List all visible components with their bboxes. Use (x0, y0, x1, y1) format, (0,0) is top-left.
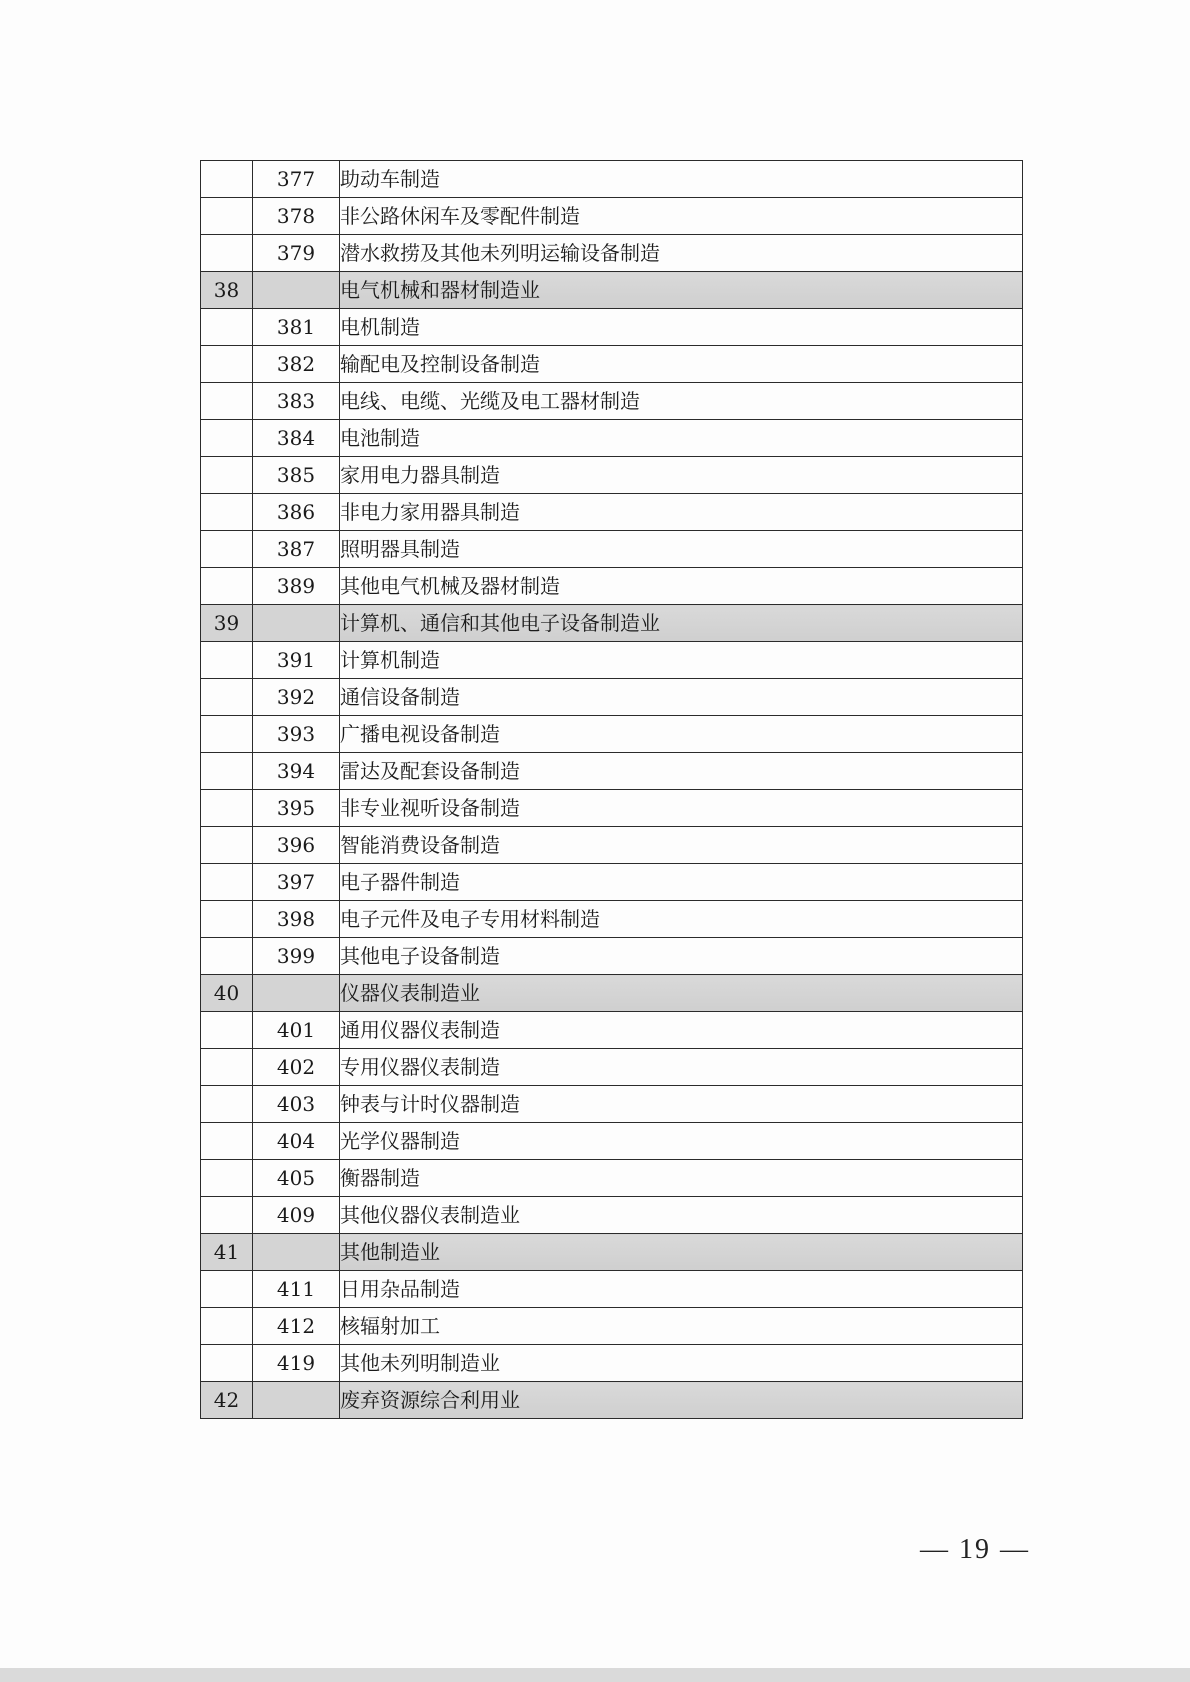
major-category-row (201, 1234, 1023, 1271)
category-name-cell: 电子元件及电子专用材料制造 (340, 901, 1023, 938)
medium-code-cell: 384 (253, 420, 340, 457)
major-category-row (201, 272, 1023, 309)
table-body (201, 161, 1023, 1419)
table-row (201, 457, 1023, 494)
major-code-cell (201, 1271, 253, 1308)
category-name-cell: 家用电力器具制造 (340, 457, 1023, 494)
table-row (201, 864, 1023, 901)
major-category-row (201, 1382, 1023, 1419)
table-row (201, 161, 1023, 198)
table-row (201, 679, 1023, 716)
major-code-cell (201, 568, 253, 605)
scan-edge (0, 1668, 1190, 1682)
table-row (201, 1160, 1023, 1197)
medium-code-cell: 411 (253, 1271, 340, 1308)
major-code-cell (201, 1197, 253, 1234)
table-row (201, 198, 1023, 235)
medium-code-cell (253, 1234, 340, 1271)
table-row (201, 383, 1023, 420)
major-code-cell (201, 1049, 253, 1086)
major-code-cell (201, 1345, 253, 1382)
medium-code-cell: 405 (253, 1160, 340, 1197)
table-row (201, 1197, 1023, 1234)
category-name-cell: 潜水救捞及其他未列明运输设备制造 (340, 235, 1023, 272)
medium-code-cell (253, 1382, 340, 1419)
table-row (201, 901, 1023, 938)
medium-code-cell: 379 (253, 235, 340, 272)
medium-code-cell: 386 (253, 494, 340, 531)
medium-code-cell: 387 (253, 531, 340, 568)
major-code-cell (201, 346, 253, 383)
table-row (201, 235, 1023, 272)
major-code-cell: 42 (201, 1382, 253, 1419)
medium-code-cell: 396 (253, 827, 340, 864)
category-name-cell: 其他电子设备制造 (340, 938, 1023, 975)
medium-code-cell: 389 (253, 568, 340, 605)
major-code-cell (201, 383, 253, 420)
category-name-cell: 电机制造 (340, 309, 1023, 346)
medium-code-cell (253, 975, 340, 1012)
major-code-cell (201, 1123, 253, 1160)
category-name-cell: 仪器仪表制造业 (340, 975, 1023, 1012)
medium-code-cell: 393 (253, 716, 340, 753)
major-code-cell (201, 309, 253, 346)
category-name-cell: 照明器具制造 (340, 531, 1023, 568)
category-name-cell: 智能消费设备制造 (340, 827, 1023, 864)
category-name-cell: 钟表与计时仪器制造 (340, 1086, 1023, 1123)
category-name-cell: 日用杂品制造 (340, 1271, 1023, 1308)
category-name-cell: 废弃资源综合利用业 (340, 1382, 1023, 1419)
major-code-cell: 38 (201, 272, 253, 309)
category-name-cell: 其他仪器仪表制造业 (340, 1197, 1023, 1234)
medium-code-cell: 381 (253, 309, 340, 346)
category-name-cell: 其他电气机械及器材制造 (340, 568, 1023, 605)
medium-code-cell (253, 272, 340, 309)
medium-code-cell: 378 (253, 198, 340, 235)
category-name-cell: 专用仪器仪表制造 (340, 1049, 1023, 1086)
medium-code-cell: 392 (253, 679, 340, 716)
table-row (201, 790, 1023, 827)
medium-code-cell: 395 (253, 790, 340, 827)
major-code-cell (201, 531, 253, 568)
medium-code-cell (253, 605, 340, 642)
category-name-cell: 通用仪器仪表制造 (340, 1012, 1023, 1049)
category-name-cell: 光学仪器制造 (340, 1123, 1023, 1160)
major-code-cell (201, 827, 253, 864)
medium-code-cell: 398 (253, 901, 340, 938)
table-row (201, 420, 1023, 457)
category-name-cell: 衡器制造 (340, 1160, 1023, 1197)
major-code-cell (201, 642, 253, 679)
major-code-cell (201, 790, 253, 827)
table-row (201, 1123, 1023, 1160)
category-name-cell: 计算机制造 (340, 642, 1023, 679)
medium-code-cell: 391 (253, 642, 340, 679)
table-row (201, 494, 1023, 531)
category-name-cell: 非公路休闲车及零配件制造 (340, 198, 1023, 235)
medium-code-cell: 382 (253, 346, 340, 383)
category-name-cell: 核辐射加工 (340, 1308, 1023, 1345)
table-row (201, 938, 1023, 975)
category-name-cell: 计算机、通信和其他电子设备制造业 (340, 605, 1023, 642)
table-row (201, 1049, 1023, 1086)
category-name-cell: 助动车制造 (340, 161, 1023, 198)
major-code-cell (201, 1308, 253, 1345)
category-name-cell: 非专业视听设备制造 (340, 790, 1023, 827)
medium-code-cell: 409 (253, 1197, 340, 1234)
table-row (201, 346, 1023, 383)
category-name-cell: 通信设备制造 (340, 679, 1023, 716)
medium-code-cell: 397 (253, 864, 340, 901)
category-name-cell: 电子器件制造 (340, 864, 1023, 901)
medium-code-cell: 419 (253, 1345, 340, 1382)
table-row (201, 1012, 1023, 1049)
category-name-cell: 电线、电缆、光缆及电工器材制造 (340, 383, 1023, 420)
medium-code-cell: 401 (253, 1012, 340, 1049)
major-code-cell (201, 457, 253, 494)
major-code-cell (201, 235, 253, 272)
medium-code-cell: 404 (253, 1123, 340, 1160)
page-number: — 19 — (920, 1534, 1030, 1565)
medium-code-cell: 385 (253, 457, 340, 494)
major-code-cell: 39 (201, 605, 253, 642)
table-row (201, 531, 1023, 568)
major-code-cell (201, 938, 253, 975)
medium-code-cell: 412 (253, 1308, 340, 1345)
medium-code-cell: 383 (253, 383, 340, 420)
category-name-cell: 输配电及控制设备制造 (340, 346, 1023, 383)
medium-code-cell: 403 (253, 1086, 340, 1123)
major-category-row (201, 605, 1023, 642)
table-row (201, 309, 1023, 346)
industry-classification-table (200, 160, 1023, 1419)
category-name-cell: 非电力家用器具制造 (340, 494, 1023, 531)
table-row (201, 1086, 1023, 1123)
table-row (201, 568, 1023, 605)
table-row (201, 1345, 1023, 1382)
table-row (201, 1271, 1023, 1308)
major-code-cell (201, 198, 253, 235)
major-code-cell (201, 901, 253, 938)
major-code-cell (201, 1012, 253, 1049)
table-row (201, 716, 1023, 753)
category-name-cell: 其他未列明制造业 (340, 1345, 1023, 1382)
table-row (201, 642, 1023, 679)
major-code-cell (201, 161, 253, 198)
category-name-cell: 其他制造业 (340, 1234, 1023, 1271)
category-name-cell: 电气机械和器材制造业 (340, 272, 1023, 309)
table-row (201, 827, 1023, 864)
medium-code-cell: 377 (253, 161, 340, 198)
major-code-cell: 41 (201, 1234, 253, 1271)
major-code-cell (201, 679, 253, 716)
table-row (201, 1308, 1023, 1345)
major-code-cell (201, 494, 253, 531)
major-code-cell (201, 864, 253, 901)
table-row (201, 753, 1023, 790)
major-code-cell (201, 420, 253, 457)
medium-code-cell: 394 (253, 753, 340, 790)
major-code-cell (201, 716, 253, 753)
major-code-cell: 40 (201, 975, 253, 1012)
category-name-cell: 雷达及配套设备制造 (340, 753, 1023, 790)
major-code-cell (201, 1086, 253, 1123)
major-code-cell (201, 1160, 253, 1197)
major-category-row (201, 975, 1023, 1012)
category-name-cell: 广播电视设备制造 (340, 716, 1023, 753)
medium-code-cell: 399 (253, 938, 340, 975)
category-name-cell: 电池制造 (340, 420, 1023, 457)
major-code-cell (201, 753, 253, 790)
medium-code-cell: 402 (253, 1049, 340, 1086)
